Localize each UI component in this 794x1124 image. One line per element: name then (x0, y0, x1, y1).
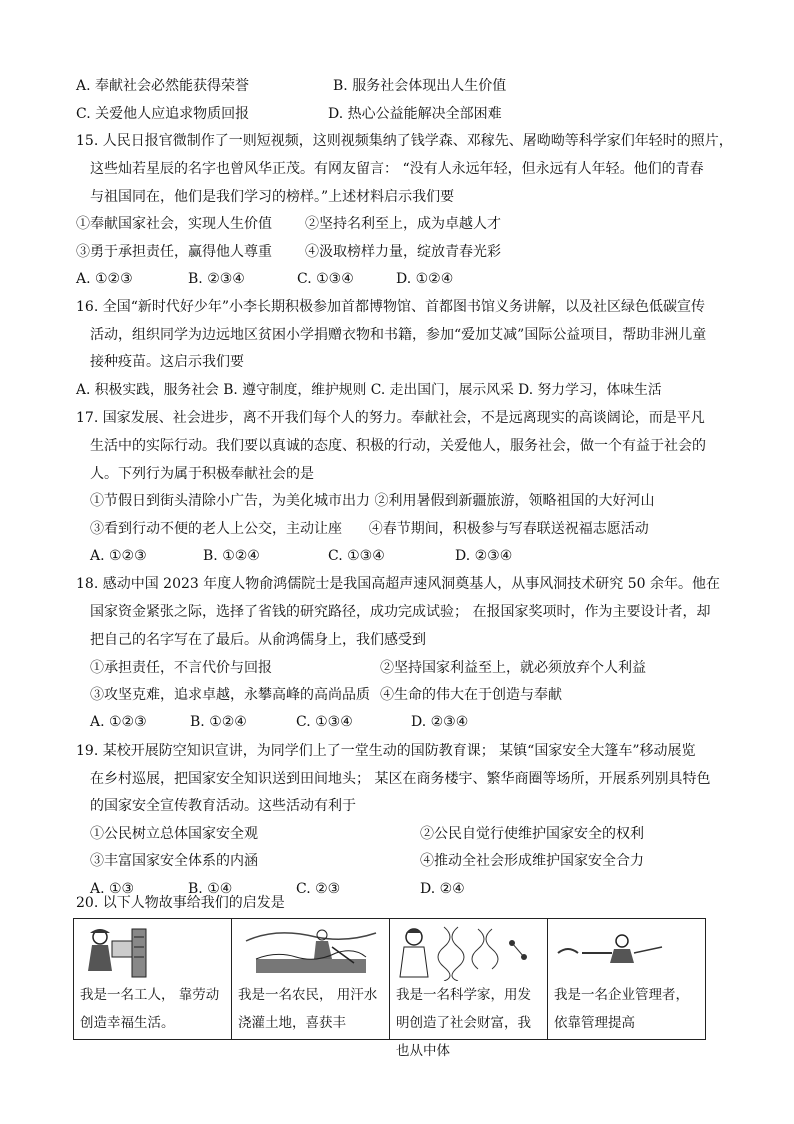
q14-option-b[interactable]: B. 服务社会体现出人生价值 (333, 78, 507, 94)
q19-stem-line2: 在乡村巡展，把国家安全知识送到田间地头； 某区在商务楼宇、繁华商圈等场所，开展系列别具特色 (90, 771, 711, 787)
q19-statement-2: ②公民自觉行使维护国家安全的权利 (420, 826, 644, 842)
q19-option-b[interactable]: B. ①④ (188, 881, 233, 897)
q18-option-a[interactable]: A. ①②③ (90, 714, 147, 730)
q20-cell-scientist-text: 我是一名科学家，用发明创造了社会财富，我也从中体 (396, 987, 531, 1059)
q17-stem-line1: 17. 国家发展、社会进步，离不开我们每个人的努力。奉献社会，不是远离现实的高谈阔论，而是平凡 (76, 410, 705, 426)
q20-cell-worker (74, 919, 232, 1040)
q20-cell-scientist (390, 919, 548, 1059)
q15-option-a[interactable]: A. ①②③ (76, 271, 133, 287)
q20-cell-farmer-text: 我是一名农民， 用汗水浇灌土地，喜获丰 (238, 987, 378, 1031)
q18-statement-3: ③攻坚克难，追求卓越，永攀高峰的高尚品质 (90, 687, 370, 703)
q17-statements-1-2: ①节假日到街头清除小广告，为美化城市出力 ②利用暑假到新疆旅游，领略祖国的大好河山 (90, 493, 655, 509)
q16-stem-line2: 活动，组织同学为边远地区贫困小学捐赠衣物和书籍，参加“爱加艾减”国际公益项目，帮助非洲儿童 (90, 327, 707, 343)
q20-cell-manager-text: 我是一名企业管理者， 依靠管理提高 (554, 987, 689, 1031)
q17-option-a[interactable]: A. ①②③ (90, 548, 147, 564)
q19-stem-line3: 的国家安全宣传教育活动。这些活动有利于 (90, 798, 356, 814)
q19-stem-line1: 19. 某校开展防空知识宣讲，为同学们上了一堂生动的国防教育课； 某镇“国家安全大篷车”移动展览 (76, 743, 696, 759)
q19-option-a[interactable]: A. ①③ (90, 881, 135, 897)
q18-option-d[interactable]: D. ②③④ (411, 714, 469, 730)
q18-option-b[interactable]: B. ①②④ (190, 714, 247, 730)
q15-option-d[interactable]: D. ①②④ (396, 271, 454, 287)
q19-statement-1: ①公民树立总体国家安全观 (90, 826, 258, 842)
q15-statement-4: ④汲取榜样力量，绽放青春光彩 (305, 244, 501, 260)
q14-option-d[interactable]: D. 热心公益能解决全部困难 (328, 106, 502, 122)
q20-cell-worker-text: 我是一名工人， 靠劳动创造幸福生活。 (80, 987, 220, 1031)
q18-statement-4: ④生命的伟大在于创造与奉献 (380, 687, 562, 703)
q15-option-c[interactable]: C. ①③④ (297, 271, 354, 287)
q14-option-c[interactable]: C. 关爱他人应追求物质回报 (76, 106, 250, 122)
q18-stem-line2: 国家资金紧张之际，选择了省钱的研究路径，成功完成试验； 在报国家奖项时，作为主要设计者，却 (90, 604, 711, 620)
q17-option-b[interactable]: B. ①②④ (203, 548, 260, 564)
q20-cell-farmer (232, 919, 390, 1040)
q19-option-c[interactable]: C. ②③ (296, 881, 341, 897)
q18-statement-2: ②坚持国家利益至上，就必须放弃个人利益 (380, 660, 646, 676)
q20-story-table (73, 918, 706, 1059)
q17-stem-line2: 生活中的实际行动。我们要以真诚的态度、积极的行动，关爱他人，服务社会，做一个有益于社会的 (90, 438, 706, 454)
q14-option-a[interactable]: A. 奉献社会必然能获得荣誉 (76, 78, 250, 94)
q15-stem-line1: 15. 人民日报官微制作了一则短视频，这则视频集纳了钱学森、邓稼先、屠呦呦等科学家们年轻时的照片， (76, 133, 733, 149)
q15-option-b[interactable]: B. ②③④ (188, 271, 245, 287)
q15-stem-line3: 与祖国同在，他们是我们学习的榜样。”上述材料启示我们要 (90, 189, 455, 205)
worker-illustration-icon (78, 923, 224, 981)
q17-statements-3-4: ③看到行动不便的老人上公交，主动让座 ④春节期间，积极参与写春联送祝福志愿活动 (90, 521, 649, 537)
q16-stem-line1: 16. 全国“新时代好少年”小李长期积极参加首都博物馆、首都图书馆义务讲解，以及社区绿色低碳宣传 (76, 299, 706, 315)
q20-cell-manager (548, 919, 706, 1040)
q15-stem-line2: 这些灿若星辰的名字也曾风华正茂。有网友留言： “没有人永远年轻，但永远有人年轻。他们的青春 (90, 161, 704, 177)
q17-option-d[interactable]: D. ②③④ (455, 548, 513, 564)
q16-stem-line3: 接种疫苗。这启示我们要 (90, 354, 244, 370)
q19-statement-4: ④推动全社会形成维护国家安全合力 (420, 853, 644, 869)
q16-options[interactable]: A. 积极实践，服务社会 B. 遵守制度，维护规则 C. 走出国门，展示风采 D. 努力学习，体味生活 (76, 382, 662, 398)
q18-stem-line1: 18. 感动中国 2023 年度人物俞鸿儒院士是我国高超声速风洞奠基人，从事风洞技术研究 50 余年。他在 (76, 576, 720, 592)
q19-statement-3: ③丰富国家安全体系的内涵 (90, 853, 258, 869)
q17-option-c[interactable]: C. ①③④ (328, 548, 385, 564)
q19-option-d[interactable]: D. ②④ (420, 881, 465, 897)
manager-illustration-icon (552, 923, 698, 981)
farmer-illustration-icon (236, 923, 382, 981)
q15-statement-2: ②坚持名利至上，成为卓越人才 (305, 216, 501, 232)
q15-statement-3: ③勇于承担责任，赢得他人尊重 (76, 244, 272, 260)
q18-stem-line3: 把自己的名字写在了最后。从俞鸿儒身上，我们感受到 (90, 632, 426, 648)
q18-option-c[interactable]: C. ①③④ (296, 714, 353, 730)
scientist-illustration-icon (394, 923, 540, 981)
q20-stem: 20. 以下人物故事给我们的启发是 (76, 895, 285, 911)
q18-statement-1: ①承担责任，不言代价与回报 (90, 660, 272, 676)
q15-statement-1: ①奉献国家社会，实现人生价值 (76, 216, 272, 232)
q17-stem-line3: 人。下列行为属于积极奉献社会的是 (90, 466, 314, 482)
